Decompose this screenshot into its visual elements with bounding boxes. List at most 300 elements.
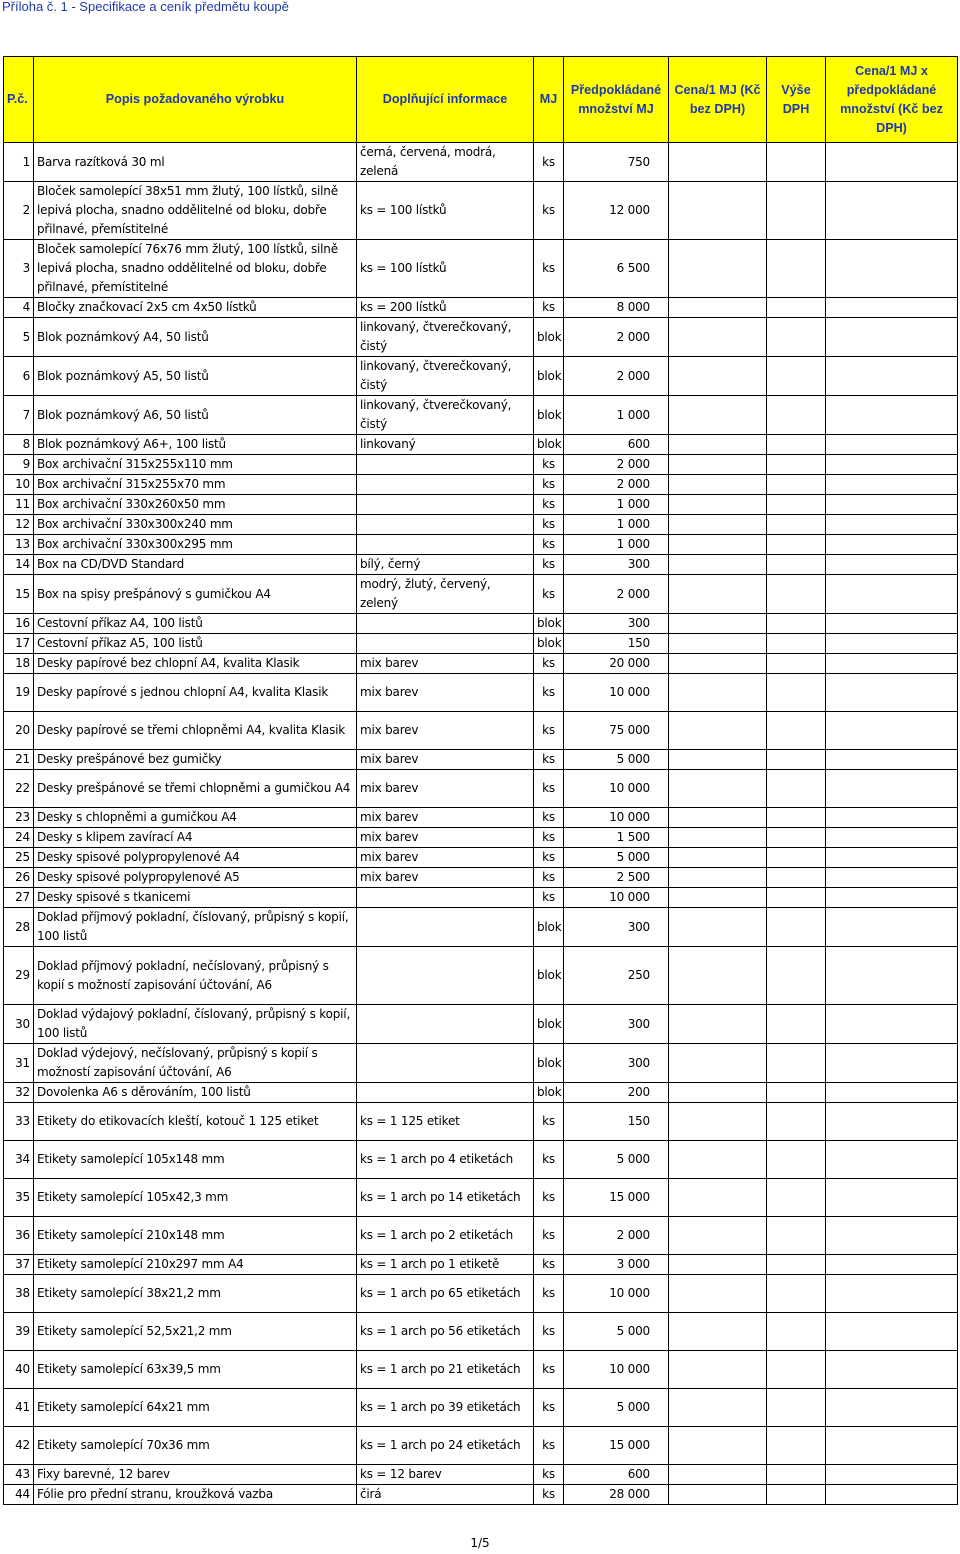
row-total[interactable]: [826, 1427, 958, 1465]
row-description: Desky s klipem zavírací A4: [34, 828, 357, 848]
table-row: [4, 1217, 958, 1255]
row-number: 6: [4, 357, 34, 396]
row-number: 39: [4, 1313, 34, 1351]
row-quantity: 20 000: [564, 654, 669, 674]
row-vat[interactable]: [767, 1044, 826, 1083]
row-description: Bloček samolepící 38x51 mm žlutý, 100 lístků, silně lepivá plocha, snadno oddělitelné od bloku, dobře přilnavé, přemístitelné: [34, 182, 357, 240]
row-unit: blok: [534, 396, 564, 435]
row-unit-price[interactable]: [669, 298, 767, 318]
row-description: Desky spisové polypropylenové A4: [34, 848, 357, 868]
row-vat[interactable]: [767, 1179, 826, 1217]
row-description: Box archivační 315x255x70 mm: [34, 475, 357, 495]
row-unit: ks: [534, 1465, 564, 1485]
table-row: [4, 750, 958, 770]
row-unit-price[interactable]: [669, 555, 767, 575]
row-total[interactable]: [826, 888, 958, 908]
row-description: Dovolenka A6 s děrováním, 100 listů: [34, 1083, 357, 1103]
row-unit-price[interactable]: [669, 634, 767, 654]
table-row: [4, 1389, 958, 1427]
row-vat[interactable]: [767, 828, 826, 848]
row-vat[interactable]: [767, 614, 826, 634]
row-total[interactable]: [826, 908, 958, 947]
row-total[interactable]: [826, 475, 958, 495]
row-total[interactable]: [826, 614, 958, 634]
row-total[interactable]: [826, 848, 958, 868]
row-total[interactable]: [826, 575, 958, 614]
row-description: Box na CD/DVD Standard: [34, 555, 357, 575]
row-info: ks = 1 125 etiket: [357, 1103, 534, 1141]
row-quantity: 8 000: [564, 298, 669, 318]
row-unit-price[interactable]: [669, 908, 767, 947]
row-vat[interactable]: [767, 1427, 826, 1465]
row-total[interactable]: [826, 1313, 958, 1351]
row-info: mix barev: [357, 770, 534, 808]
table-row: [4, 535, 958, 555]
row-unit-price[interactable]: [669, 396, 767, 435]
table-row: [4, 634, 958, 654]
table-row: [4, 1313, 958, 1351]
row-unit-price[interactable]: [669, 575, 767, 614]
row-description: Doklad výdajový pokladní, číslovaný, průpisný s kopií, 100 listů: [34, 1005, 357, 1044]
row-quantity: 1 500: [564, 828, 669, 848]
row-vat[interactable]: [767, 1485, 826, 1505]
row-unit-price[interactable]: [669, 495, 767, 515]
row-unit-price[interactable]: [669, 1141, 767, 1179]
row-total[interactable]: [826, 1103, 958, 1141]
row-quantity: 300: [564, 908, 669, 947]
row-unit: ks: [534, 848, 564, 868]
row-vat[interactable]: [767, 1465, 826, 1485]
row-unit-price[interactable]: [669, 535, 767, 555]
row-total[interactable]: [826, 674, 958, 712]
table-row: [4, 1351, 958, 1389]
specification-table: [3, 56, 958, 1505]
row-quantity: 1 000: [564, 396, 669, 435]
row-unit: blok: [534, 357, 564, 396]
row-unit-price[interactable]: [669, 868, 767, 888]
row-number: 15: [4, 575, 34, 614]
row-vat[interactable]: [767, 396, 826, 435]
table-row: [4, 575, 958, 614]
row-unit: blok: [534, 634, 564, 654]
row-total[interactable]: [826, 357, 958, 396]
row-quantity: 2 000: [564, 318, 669, 357]
row-info: ks = 12 barev: [357, 1465, 534, 1485]
row-total[interactable]: [826, 712, 958, 750]
row-info: čirá: [357, 1485, 534, 1505]
row-unit-price[interactable]: [669, 1255, 767, 1275]
row-quantity: 5 000: [564, 750, 669, 770]
row-unit: blok: [534, 908, 564, 947]
row-info: [357, 535, 534, 555]
row-number: 44: [4, 1485, 34, 1505]
row-total[interactable]: [826, 1179, 958, 1217]
row-number: 12: [4, 515, 34, 535]
row-description: Desky s chlopněmi a gumičkou A4: [34, 808, 357, 828]
row-unit: blok: [534, 318, 564, 357]
row-info: [357, 495, 534, 515]
row-info: bílý, černý: [357, 555, 534, 575]
row-total[interactable]: [826, 182, 958, 240]
row-description: Cestovní příkaz A5, 100 listů: [34, 634, 357, 654]
row-vat[interactable]: [767, 770, 826, 808]
table-row: [4, 1465, 958, 1485]
row-vat[interactable]: [767, 435, 826, 455]
row-unit: ks: [534, 575, 564, 614]
row-unit-price[interactable]: [669, 1351, 767, 1389]
row-info: [357, 515, 534, 535]
row-unit-price[interactable]: [669, 240, 767, 298]
row-number: 43: [4, 1465, 34, 1485]
row-unit: ks: [534, 1275, 564, 1313]
row-unit-price[interactable]: [669, 182, 767, 240]
row-vat[interactable]: [767, 455, 826, 475]
row-number: 27: [4, 888, 34, 908]
header-unit: MJ: [534, 57, 564, 143]
table-row: [4, 318, 958, 357]
row-unit-price[interactable]: [669, 1217, 767, 1255]
row-unit: ks: [534, 535, 564, 555]
row-description: Doklad příjmový pokladní, nečíslovaný, průpisný s kopií s možností zapisování účtování, A6: [34, 947, 357, 1005]
row-quantity: 2 000: [564, 575, 669, 614]
row-vat[interactable]: [767, 535, 826, 555]
row-unit-price[interactable]: [669, 828, 767, 848]
row-total[interactable]: [826, 1141, 958, 1179]
row-total[interactable]: [826, 1485, 958, 1505]
row-description: Etikety samolepící 64x21 mm: [34, 1389, 357, 1427]
row-unit: ks: [534, 1255, 564, 1275]
row-unit-price[interactable]: [669, 1179, 767, 1217]
row-info: ks = 200 lístků: [357, 298, 534, 318]
row-info: ks = 100 lístků: [357, 240, 534, 298]
row-total[interactable]: [826, 1389, 958, 1427]
row-vat[interactable]: [767, 654, 826, 674]
row-unit-price[interactable]: [669, 357, 767, 396]
row-vat[interactable]: [767, 318, 826, 357]
row-description: Desky spisové s tkanicemi: [34, 888, 357, 908]
row-unit: ks: [534, 1427, 564, 1465]
row-quantity: 10 000: [564, 808, 669, 828]
row-info: [357, 614, 534, 634]
row-info: [357, 1005, 534, 1044]
row-unit-price[interactable]: [669, 1485, 767, 1505]
row-description: Desky prešpánové se třemi chlopněmi a gumičkou A4: [34, 770, 357, 808]
row-quantity: 10 000: [564, 1351, 669, 1389]
row-vat[interactable]: [767, 750, 826, 770]
row-total[interactable]: [826, 1005, 958, 1044]
row-quantity: 250: [564, 947, 669, 1005]
row-quantity: 10 000: [564, 674, 669, 712]
row-vat[interactable]: [767, 712, 826, 750]
row-total[interactable]: [826, 495, 958, 515]
row-unit: ks: [534, 1103, 564, 1141]
table-row: [4, 1044, 958, 1083]
row-info: ks = 1 arch po 39 etiketách: [357, 1389, 534, 1427]
row-vat[interactable]: [767, 674, 826, 712]
row-info: [357, 908, 534, 947]
row-quantity: 300: [564, 1044, 669, 1083]
row-unit-price[interactable]: [669, 1389, 767, 1427]
table-row: [4, 770, 958, 808]
row-unit-price[interactable]: [669, 1313, 767, 1351]
row-vat[interactable]: [767, 1351, 826, 1389]
row-number: 38: [4, 1275, 34, 1313]
row-quantity: 150: [564, 634, 669, 654]
row-vat[interactable]: [767, 848, 826, 868]
row-quantity: 2 500: [564, 868, 669, 888]
row-vat[interactable]: [767, 575, 826, 614]
row-unit-price[interactable]: [669, 770, 767, 808]
row-vat[interactable]: [767, 1389, 826, 1427]
table-row: [4, 1427, 958, 1465]
row-vat[interactable]: [767, 182, 826, 240]
row-quantity: 12 000: [564, 182, 669, 240]
row-description: Desky papírové s jednou chlopní A4, kvalita Klasik: [34, 674, 357, 712]
row-vat[interactable]: [767, 515, 826, 535]
row-total[interactable]: [826, 318, 958, 357]
row-unit-price[interactable]: [669, 1465, 767, 1485]
row-quantity: 2 000: [564, 1217, 669, 1255]
table-row: [4, 515, 958, 535]
row-vat[interactable]: [767, 495, 826, 515]
row-unit: blok: [534, 947, 564, 1005]
row-total[interactable]: [826, 435, 958, 455]
row-info: ks = 1 arch po 56 etiketách: [357, 1313, 534, 1351]
row-unit-price[interactable]: [669, 712, 767, 750]
row-vat[interactable]: [767, 475, 826, 495]
row-info: [357, 1044, 534, 1083]
row-number: 14: [4, 555, 34, 575]
table-row: [4, 808, 958, 828]
row-unit-price[interactable]: [669, 1083, 767, 1103]
row-number: 33: [4, 1103, 34, 1141]
row-total[interactable]: [826, 634, 958, 654]
row-info: ks = 1 arch po 24 etiketách: [357, 1427, 534, 1465]
row-unit-price[interactable]: [669, 614, 767, 634]
row-description: Cestovní příkaz A4, 100 listů: [34, 614, 357, 634]
row-total[interactable]: [826, 455, 958, 475]
row-total[interactable]: [826, 868, 958, 888]
row-number: 20: [4, 712, 34, 750]
row-total[interactable]: [826, 298, 958, 318]
row-unit-price[interactable]: [669, 1427, 767, 1465]
row-unit-price[interactable]: [669, 1044, 767, 1083]
row-description: Box archivační 330x300x240 mm: [34, 515, 357, 535]
row-number: 35: [4, 1179, 34, 1217]
table-row: [4, 435, 958, 455]
row-total[interactable]: [826, 555, 958, 575]
row-unit-price[interactable]: [669, 848, 767, 868]
row-quantity: 5 000: [564, 848, 669, 868]
row-number: 29: [4, 947, 34, 1005]
row-vat[interactable]: [767, 1217, 826, 1255]
row-quantity: 600: [564, 435, 669, 455]
table-row: [4, 1275, 958, 1313]
row-number: 22: [4, 770, 34, 808]
row-quantity: 200: [564, 1083, 669, 1103]
row-unit: ks: [534, 712, 564, 750]
table-row: [4, 947, 958, 1005]
row-vat[interactable]: [767, 1083, 826, 1103]
row-quantity: 6 500: [564, 240, 669, 298]
row-vat[interactable]: [767, 634, 826, 654]
table-row: [4, 555, 958, 575]
row-unit-price[interactable]: [669, 1275, 767, 1313]
row-number: 8: [4, 435, 34, 455]
row-unit-price[interactable]: [669, 143, 767, 182]
row-total[interactable]: [826, 1465, 958, 1485]
row-info: černá, červená, modrá, zelená: [357, 143, 534, 182]
row-unit: ks: [534, 770, 564, 808]
row-vat[interactable]: [767, 1141, 826, 1179]
row-info: mix barev: [357, 750, 534, 770]
row-total[interactable]: [826, 1255, 958, 1275]
row-unit: ks: [534, 515, 564, 535]
row-vat[interactable]: [767, 1255, 826, 1275]
document-title: Příloha č. 1 - Specifikace a ceník předmětu koupě: [2, 0, 289, 14]
row-total[interactable]: [826, 828, 958, 848]
row-total[interactable]: [826, 1083, 958, 1103]
row-unit-price[interactable]: [669, 435, 767, 455]
row-total[interactable]: [826, 1275, 958, 1313]
row-total[interactable]: [826, 1351, 958, 1389]
row-unit-price[interactable]: [669, 808, 767, 828]
row-unit-price[interactable]: [669, 654, 767, 674]
row-unit-price[interactable]: [669, 888, 767, 908]
row-info: ks = 1 arch po 1 etiketě: [357, 1255, 534, 1275]
row-total[interactable]: [826, 535, 958, 555]
header-quantity: Předpokládané množství MJ: [564, 57, 669, 143]
row-info: mix barev: [357, 868, 534, 888]
row-total[interactable]: [826, 1217, 958, 1255]
row-quantity: 75 000: [564, 712, 669, 750]
row-unit: ks: [534, 1141, 564, 1179]
row-info: mix barev: [357, 654, 534, 674]
row-description: Fólie pro přední stranu, kroužková vazba: [34, 1485, 357, 1505]
row-total[interactable]: [826, 143, 958, 182]
row-quantity: 600: [564, 1465, 669, 1485]
table-body: [4, 143, 958, 1505]
row-quantity: 15 000: [564, 1179, 669, 1217]
row-vat[interactable]: [767, 555, 826, 575]
row-vat[interactable]: [767, 888, 826, 908]
row-number: 28: [4, 908, 34, 947]
row-info: linkovaný, čtverečkovaný, čistý: [357, 318, 534, 357]
row-description: Etikety samolepící 52,5x21,2 mm: [34, 1313, 357, 1351]
row-number: 31: [4, 1044, 34, 1083]
row-quantity: 750: [564, 143, 669, 182]
row-unit: ks: [534, 1179, 564, 1217]
table-row: [4, 182, 958, 240]
row-vat[interactable]: [767, 143, 826, 182]
row-vat[interactable]: [767, 1103, 826, 1141]
row-unit: blok: [534, 614, 564, 634]
row-unit: ks: [534, 750, 564, 770]
row-unit: ks: [534, 828, 564, 848]
row-unit-price[interactable]: [669, 455, 767, 475]
row-unit-price[interactable]: [669, 515, 767, 535]
row-total[interactable]: [826, 750, 958, 770]
table-row: [4, 674, 958, 712]
row-info: mix barev: [357, 674, 534, 712]
row-unit: blok: [534, 1083, 564, 1103]
row-vat[interactable]: [767, 240, 826, 298]
row-vat[interactable]: [767, 1275, 826, 1313]
row-number: 16: [4, 614, 34, 634]
row-vat[interactable]: [767, 1005, 826, 1044]
row-number: 40: [4, 1351, 34, 1389]
row-number: 30: [4, 1005, 34, 1044]
row-number: 32: [4, 1083, 34, 1103]
row-vat[interactable]: [767, 357, 826, 396]
row-unit-price[interactable]: [669, 1005, 767, 1044]
row-vat[interactable]: [767, 868, 826, 888]
row-number: 1: [4, 143, 34, 182]
row-description: Etikety samolepící 105x148 mm: [34, 1141, 357, 1179]
row-quantity: 1 000: [564, 515, 669, 535]
row-unit: blok: [534, 435, 564, 455]
header-description: Popis požadovaného výrobku: [34, 57, 357, 143]
row-unit: ks: [534, 1351, 564, 1389]
row-vat[interactable]: [767, 808, 826, 828]
row-unit: ks: [534, 1485, 564, 1505]
row-vat[interactable]: [767, 908, 826, 947]
table-row: [4, 908, 958, 947]
row-info: ks = 1 arch po 65 etiketách: [357, 1275, 534, 1313]
row-info: [357, 634, 534, 654]
header-total: Cena/1 MJ x předpokládané množství (Kč bez DPH): [826, 57, 958, 143]
row-unit: ks: [534, 555, 564, 575]
row-total[interactable]: [826, 947, 958, 1005]
row-vat[interactable]: [767, 947, 826, 1005]
row-vat[interactable]: [767, 298, 826, 318]
row-description: Desky papírové se třemi chlopněmi A4, kvalita Klasik: [34, 712, 357, 750]
row-description: Blok poznámkový A6+, 100 listů: [34, 435, 357, 455]
row-unit-price[interactable]: [669, 318, 767, 357]
row-description: Etikety do etikovacích kleští, kotouč 1 125 etiket: [34, 1103, 357, 1141]
row-unit-price[interactable]: [669, 947, 767, 1005]
row-quantity: 28 000: [564, 1485, 669, 1505]
row-number: 18: [4, 654, 34, 674]
row-total[interactable]: [826, 654, 958, 674]
row-unit: ks: [534, 654, 564, 674]
row-info: ks = 1 arch po 14 etiketách: [357, 1179, 534, 1217]
row-total[interactable]: [826, 240, 958, 298]
row-quantity: 1 000: [564, 535, 669, 555]
table-row: [4, 298, 958, 318]
row-vat[interactable]: [767, 1313, 826, 1351]
row-total[interactable]: [826, 515, 958, 535]
table-row: [4, 455, 958, 475]
row-unit-price[interactable]: [669, 750, 767, 770]
row-total[interactable]: [826, 1044, 958, 1083]
row-quantity: 300: [564, 555, 669, 575]
row-total[interactable]: [826, 396, 958, 435]
row-total[interactable]: [826, 808, 958, 828]
row-unit-price[interactable]: [669, 1103, 767, 1141]
row-info: [357, 947, 534, 1005]
row-description: Etikety samolepící 63x39,5 mm: [34, 1351, 357, 1389]
row-quantity: 3 000: [564, 1255, 669, 1275]
row-info: mix barev: [357, 712, 534, 750]
row-quantity: 2 000: [564, 357, 669, 396]
row-unit-price[interactable]: [669, 475, 767, 495]
row-number: 26: [4, 868, 34, 888]
row-total[interactable]: [826, 770, 958, 808]
row-description: Etikety samolepící 105x42,3 mm: [34, 1179, 357, 1217]
row-unit-price[interactable]: [669, 674, 767, 712]
row-description: Etikety samolepící 70x36 mm: [34, 1427, 357, 1465]
